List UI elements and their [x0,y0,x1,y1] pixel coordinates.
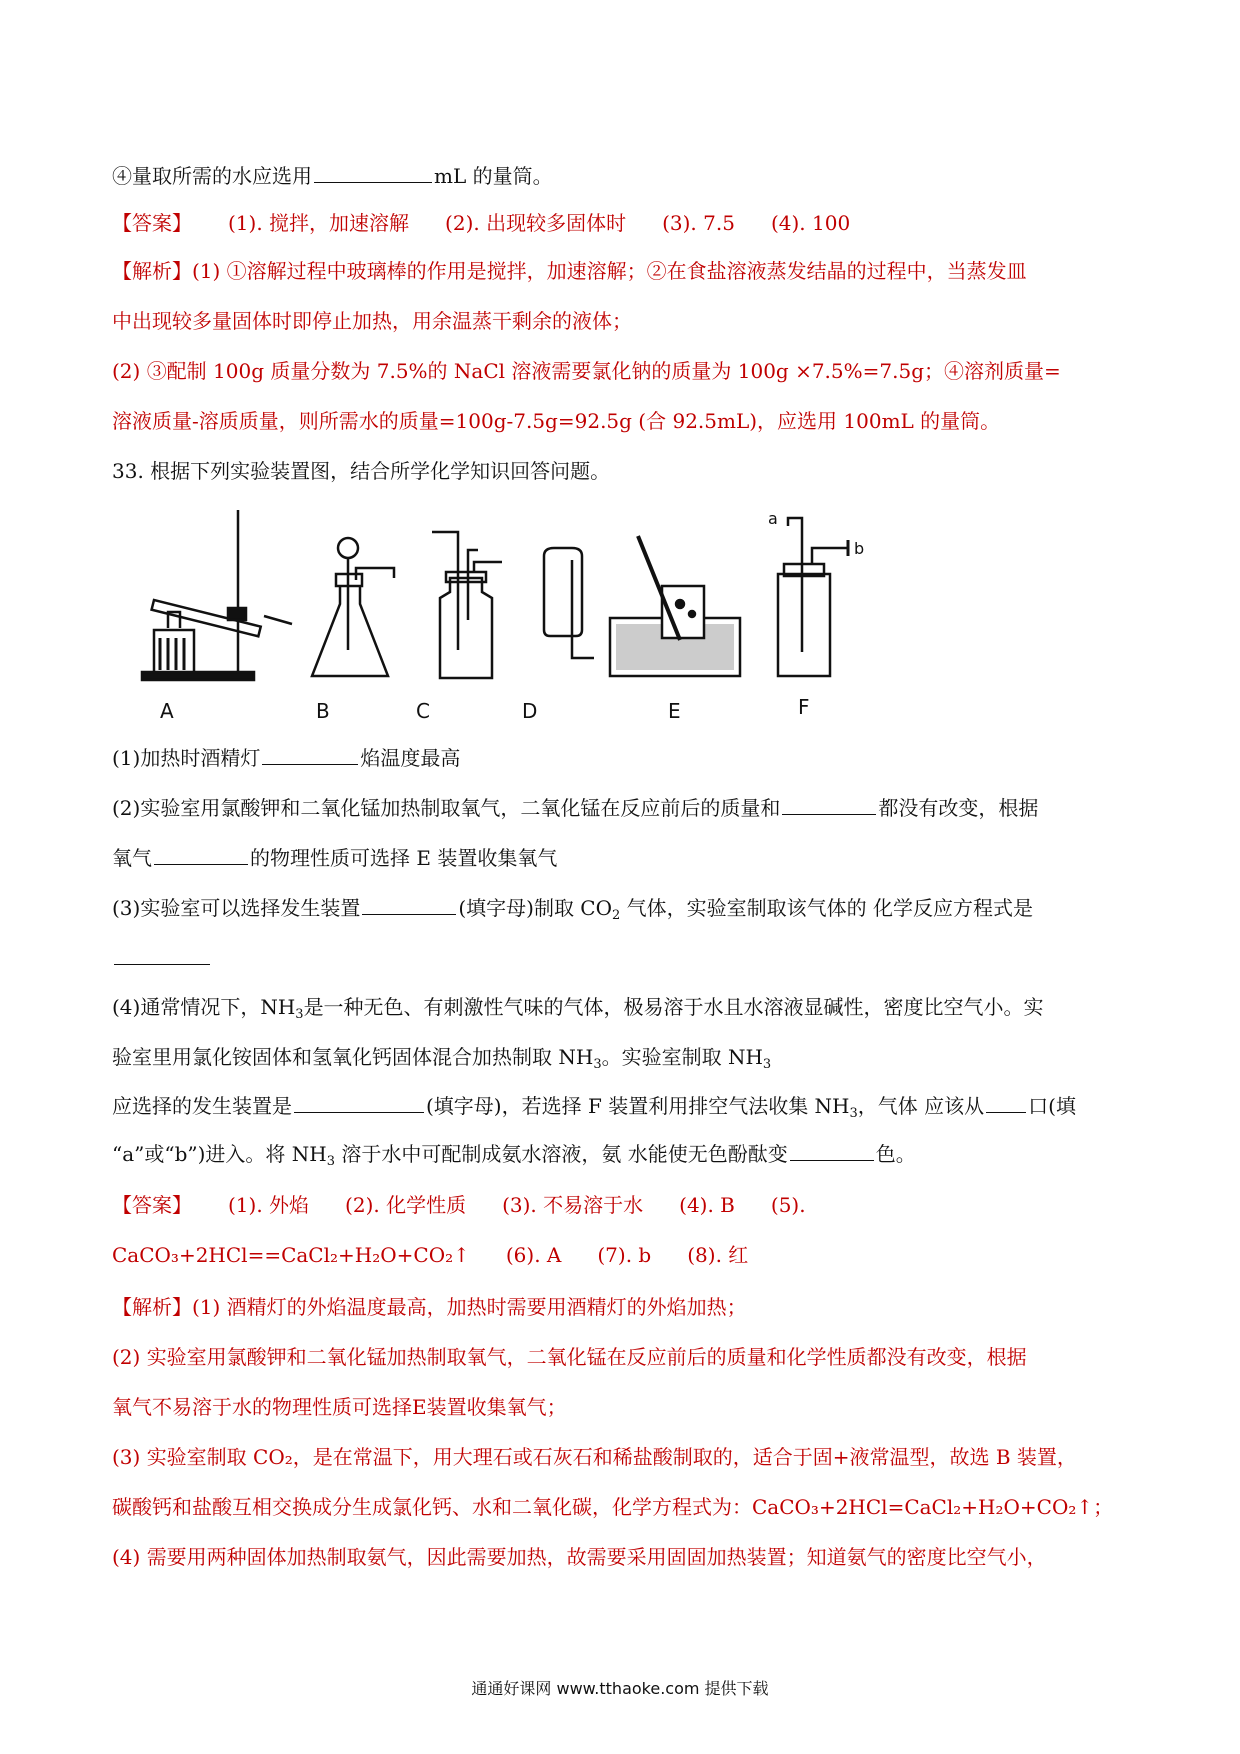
q33-title: 33. 根据下列实验装置图，结合所学化学知识回答问题。 [112,459,611,483]
answer-blank [986,1092,1026,1113]
answer-blank [790,1140,874,1161]
label-b: B [316,699,330,723]
q33-part4-cont: 验室里用氯化铵固体和氢氧化钙固体混合加热制取 $NH_3$。实验室制取 $NH_3$ [112,1045,772,1072]
q33-part4-cont: “a”或“b”)进入。将 $NH_3$ 溶于水中可配制成氨水溶液，氨 水能使无色酚酞变 色。 [112,1142,916,1169]
answer-blank [154,844,248,865]
port-b-label: b [854,539,865,558]
answer-blank [294,1092,424,1113]
apparatus-b [312,538,394,676]
apparatus-e [610,536,740,676]
q33-analysis-line: 碳酸钙和盐酸互相交换成分生成氯化钙、水和二氧化碳，化学方程式为：CaCO₃+2HCl=CaCl₂+H₂O+CO₂↑； [112,1495,1114,1519]
page-footer: 通通好课网 www.tthaoke.com 提供下载 [471,1679,769,1698]
q32-analysis-line: (2) ③配制 100g 质量分数为 7.5%的 NaCl 溶液需要氯化钠的质量为 100g ×7.5%=7.5g；④溶剂质量= [112,359,1061,383]
q33-part2: (2)实验室用氯酸钾和二氧化锰加热制取氧气，二氧化锰在反应前后的质量和 都没有改变，根据 [112,796,1039,820]
label-e: E [668,699,681,723]
answer-blank [314,162,432,183]
apparatus-c [432,532,502,678]
answer-blank [362,894,456,915]
apparatus-d [544,548,594,658]
q33-answer-cont: CaCO₃+2HCl==CaCl₂+H₂O+CO₂↑ (6). A (7). b (8). 红 [112,1243,749,1267]
q33-part1: (1)加热时酒精灯 焰温度最高 [112,746,461,770]
q33-part4: (4)通常情况下，$NH_3$是一种无色、有刺激性气味的气体，极易溶于水且水溶液显碱性，密度比空气小。实 [112,995,1044,1022]
q32-part4: ④量取所需的水应选用 mL 的量筒。 [112,164,553,188]
answer-blank [262,744,358,765]
q33-part3-blank-line [112,944,212,971]
q33-part4-cont: 应选择的发生装置是 (填字母)，若选择 F 装置利用排空气法收集 $NH_3$，气体 应该从 口(填 [112,1094,1076,1121]
q32-analysis-line: 【解析】(1) ①溶解过程中玻璃棒的作用是搅拌，加速溶解；②在食盐溶液蒸发结晶的过程中，当蒸发皿 [112,259,1027,283]
apparatus-a [142,510,292,680]
q32-analysis-line: 中出现较多量固体时即停止加热，用余温蒸干剩余的液体； [112,309,632,333]
port-a-label: a [768,509,778,528]
answer-blank [782,794,876,815]
q33-part2-cont: 氧气 的物理性质可选择 E 装置收集氧气 [112,846,558,870]
q32-analysis-line: 溶液质量-溶质质量，则所需水的质量=100g-7.5g=92.5g (合 92.5mL)，应选用 100mL 的量筒。 [112,409,1001,433]
answer-blank [114,944,210,965]
q33-analysis-line: 氧气不易溶于水的物理性质可选择E装置收集氧气； [112,1395,567,1419]
q33-part3: (3)实验室可以选择发生装置 (填字母)制取 $CO_2$ 气体，实验室制取该气体的 化学反应方程式是 [112,896,1034,923]
label-d: D [522,699,538,723]
label-c: C [416,699,430,723]
label-f: F [798,695,810,719]
q33-analysis-line: (4) 需要用两种固体加热制取氨气，因此需要加热，故需要采用固固加热装置；知道氨气的密度比空气小， [112,1545,1047,1569]
q33-analysis-line: (2) 实验室用氯酸钾和二氧化锰加热制取氧气，二氧化锰在反应前后的质量和化学性质都没有改变，根据 [112,1345,1027,1369]
apparatus-figure [132,500,962,730]
q33-answer: 【答案】 (1). 外焰 (2). 化学性质 (3). 不易溶于水 (4). B (5). [112,1193,806,1217]
q33-analysis-line: 【解析】(1) 酒精灯的外焰温度最高，加热时需要用酒精灯的外焰加热； [112,1295,747,1319]
apparatus-f [778,518,848,676]
q33-analysis-line: (3) 实验室制取 CO₂，是在常温下，用大理石或石灰石和稀盐酸制取的，适合于固+液常温型，故选 B 装置， [112,1445,1077,1469]
q32-answer: 【答案】 (1). 搅拌，加速溶解 (2). 出现较多固体时 (3). 7.5 (4). 100 [112,211,851,235]
label-a: A [160,699,174,723]
